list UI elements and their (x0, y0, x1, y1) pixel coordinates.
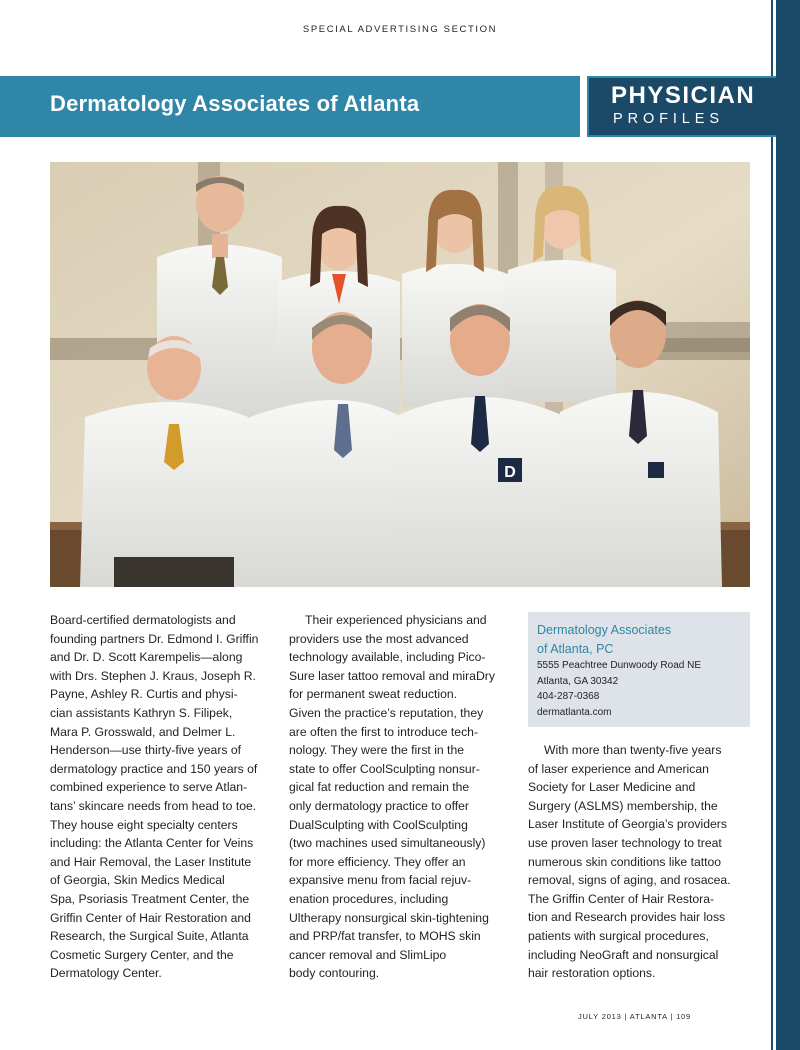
col1-line: dermatology practice and 150 years of (50, 761, 258, 776)
col1-line: Board-certified dermatologists and (50, 613, 236, 627)
col1-line: cian assistants Kathryn S. Filipek, (50, 705, 233, 720)
col2-line: (two machines used simultaneously) (289, 836, 486, 851)
contact-website: dermatlanta.com (537, 706, 612, 718)
col3-line: Society for Laser Medicine and (528, 780, 696, 795)
section-label: SPECIAL ADVERTISING SECTION (302, 24, 498, 35)
contact-name-line-1: Dermatology Associates (537, 623, 672, 637)
col3-line: Surgery (ASLMS) membership, the (528, 798, 718, 813)
col3-line (528, 741, 750, 760)
group-photo (50, 162, 750, 587)
col1-line: Henderson—use thirty-five years of (50, 743, 242, 758)
col3-line: of laser experience and American (528, 761, 709, 776)
col1-line: of Georgia, Skin Medics Medical (50, 873, 225, 888)
col3-line: use proven laser technology to treat (528, 835, 722, 850)
body-column-1 (50, 611, 274, 983)
contact-practice-name (537, 621, 737, 659)
badge-profiles-text: PROFILES (613, 111, 724, 127)
col2-line: expansive menu from facial rejuv- (289, 873, 472, 888)
col1-line: including: the Atlanta Center for Veins (50, 836, 254, 851)
col3-first-line: With more than twenty-five years (544, 743, 722, 757)
badge-physician-text: PHYSICIAN (611, 82, 756, 109)
col1-line: combined experience to serve Atlan- (50, 780, 248, 795)
contact-city: Atlanta, GA 30342 (537, 675, 619, 687)
right-edge-rule (771, 0, 773, 1050)
contact-name-line-2: of Atlanta, PC (537, 642, 614, 656)
col2-line: cancer removal and SlimLipo (289, 947, 447, 962)
col3-line: numerous skin conditions like tattoo (528, 854, 722, 869)
col2-line: enation procedures, including (289, 891, 449, 906)
col2-line: Ultherapy nonsurgical skin-tightening (289, 910, 489, 925)
contact-details (537, 658, 747, 720)
col1-line: Mara P. Grosswald, and Delmer L. (50, 724, 236, 739)
col1-line: Dermatology Center. (50, 966, 162, 981)
col2-line: technology available, including Pico- (289, 650, 486, 665)
col2-line: and PRP/fat transfer, to MOHS skin (289, 929, 481, 944)
body-column-3 (528, 741, 750, 983)
col1-line: Griffin Center of Hair Restoration and (50, 910, 251, 925)
col2-line: for more efficiency. They offer an (289, 854, 466, 869)
col1-line: founding partners Dr. Edmond I. Griffin (50, 631, 259, 646)
col2-line: body contouring. (289, 966, 380, 981)
col1-line: Payne, Ashley R. Curtis and physi- (50, 687, 238, 702)
col2-line: Sure laser tattoo removal and miraDry (289, 668, 495, 683)
col2-line: only dermatology practice to offer (289, 798, 469, 813)
col2-line (289, 611, 511, 630)
contact-phone: 404-287-0368 (537, 691, 600, 702)
col2-first-line: Their experienced physicians and (305, 613, 487, 627)
col1-line: Spa, Psoriasis Treatment Center, the (50, 891, 250, 906)
col1-line: They house eight specialty centers (50, 817, 238, 832)
body-column-2 (289, 611, 511, 983)
col1-line: and Dr. D. Scott Karempelis—along (50, 650, 243, 665)
col2-line: DualSculpting with CoolSculpting (289, 817, 468, 832)
col2-line: are often the first to introduce tech- (289, 724, 479, 739)
col2-line: Given the practice’s reputation, they (289, 705, 484, 720)
contact-address: 5555 Peachtree Dunwoody Road NE (537, 660, 701, 671)
page-title: Dermatology Associates of Atlanta (50, 91, 420, 116)
col3-line: removal, signs of aging, and rosacea. (528, 873, 731, 888)
coat-logo-text: D (504, 464, 516, 481)
col1-line: Research, the Surgical Suite, Atlanta (50, 929, 249, 944)
col3-line: including NeoGraft and nonsurgical (528, 947, 719, 962)
col2-line: for permanent sweat reduction. (289, 687, 458, 702)
page-footer: JULY 2013 | ATLANTA | 109 (578, 1012, 691, 1021)
col2-line: state to offer CoolSculpting nonsur- (289, 761, 480, 776)
col1-line: and Hair Removal, the Laser Institute (50, 854, 252, 869)
col3-line: Laser Institute of Georgia’s providers (528, 817, 727, 832)
col1-line: tans’ skincare needs from head to toe. (50, 798, 257, 813)
col2-line: gical fat reduction and remain the (289, 780, 470, 795)
col1-line: with Drs. Stephen J. Kraus, Joseph R. (50, 668, 256, 683)
col3-line: tion and Research provides hair loss (528, 910, 726, 925)
col3-line: patients with surgical procedures, (528, 928, 709, 943)
col1-line: Cosmetic Surgery Center, and the (50, 947, 234, 962)
right-edge-bar (776, 0, 800, 1050)
col3-line: hair restoration options. (528, 966, 656, 981)
col2-line: nology. They were the first in the (289, 743, 465, 758)
col3-line: The Griffin Center of Hair Restora- (528, 891, 715, 906)
col2-line: providers use the most advanced (289, 631, 469, 646)
